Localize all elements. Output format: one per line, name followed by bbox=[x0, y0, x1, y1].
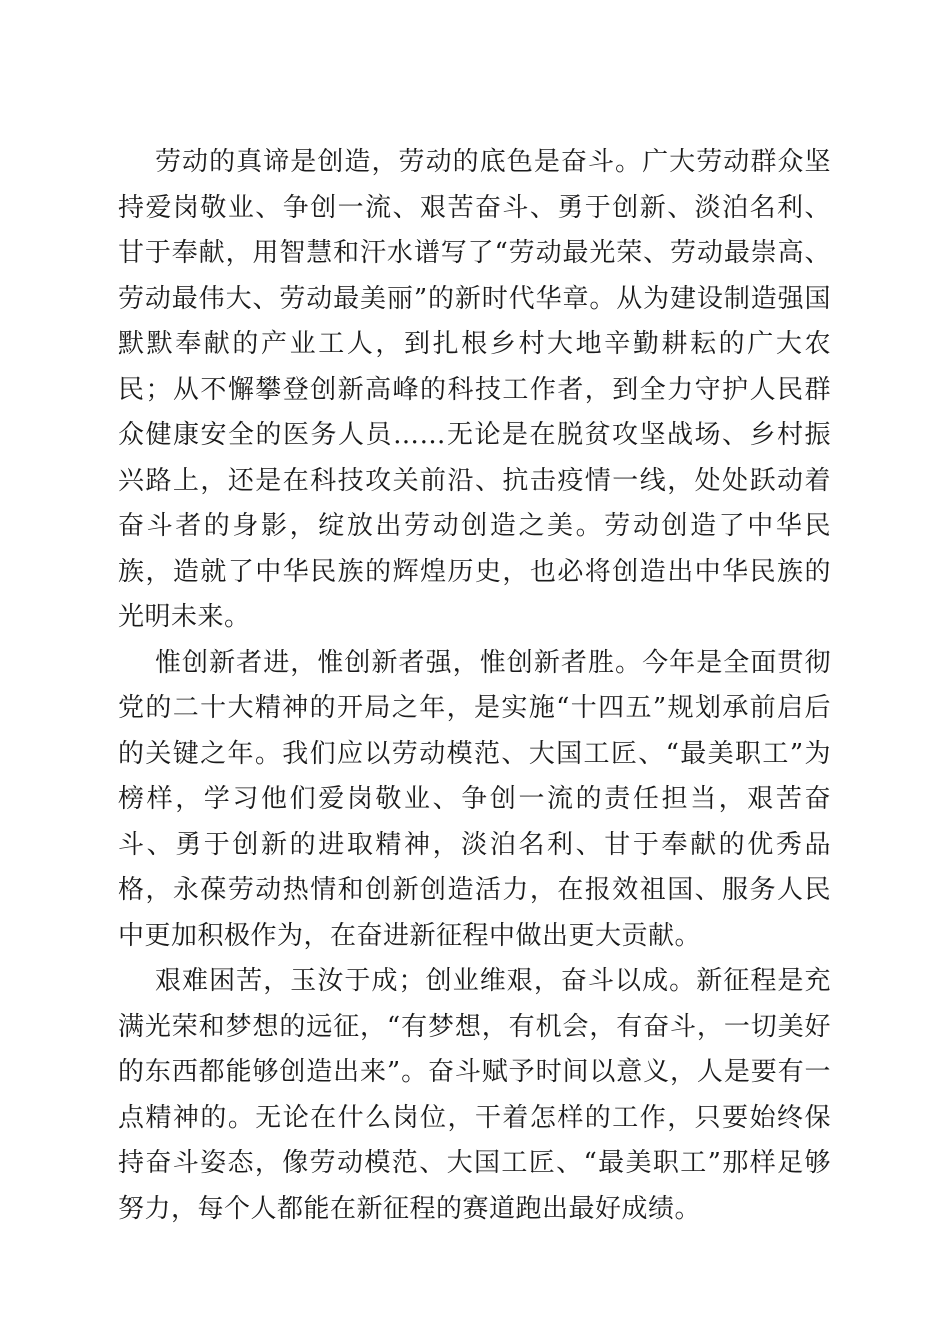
paragraph-struggle: 艰难困苦，玉汝于成；创业维艰，奋斗以成。新征程是充满光荣和梦想的远征，“有梦想，有机会，有奋斗，一切美好的东西都能够创造出来”。奋斗赋予时间以意义，人是要有一点精神的。无论在什么岗位，干着怎样的工作，只要始终保持奋斗姿态，像劳动模范、大国工匠、“最美职工”那样足够努力，每个人都能在新征程的赛道跑出最好成绩。 bbox=[118, 966, 831, 1224]
paragraph-labor-creation: 劳动的真谛是创造，劳动的底色是奋斗。广大劳动群众坚持爱岗敬业、争创一流、艰苦奋斗、勇于创新、淡泊名利、甘于奉献，用智慧和汗水谱写了“劳动最光荣、劳动最崇高、劳动最伟大、劳动最美丽”的新时代华章。从为建设制造强国默默奉献的产业工人，到扎根乡村大地辛勤耕耘的广大农民；从不懈攀登创新高峰的科技工作者，到全力守护人民群众健康安全的医务人员……无论是在脱贫攻坚战场、乡村振兴路上，还是在科技攻关前沿、抗击疫情一线，处处跃动着奋斗者的身影，绽放出劳动创造之美。劳动创造了中华民族，造就了中华民族的辉煌历史，也必将创造出中华民族的光明未来。 bbox=[118, 147, 831, 632]
document-body bbox=[118, 140, 831, 1232]
paragraph-innovation: 惟创新者进，惟创新者强，惟创新者胜。今年是全面贯彻党的二十大精神的开局之年，是实施“十四五”规划承前启后的关键之年。我们应以劳动模范、大国工匠、“最美职工”为榜样，学习他们爱岗敬业、争创一流的责任担当，艰苦奋斗、勇于创新的进取精神，淡泊名利、甘于奉献的优秀品格，永葆劳动热情和创新创造活力，在报效祖国、服务人民中更加积极作为，在奋进新征程中做出更大贡献。 bbox=[118, 647, 831, 951]
